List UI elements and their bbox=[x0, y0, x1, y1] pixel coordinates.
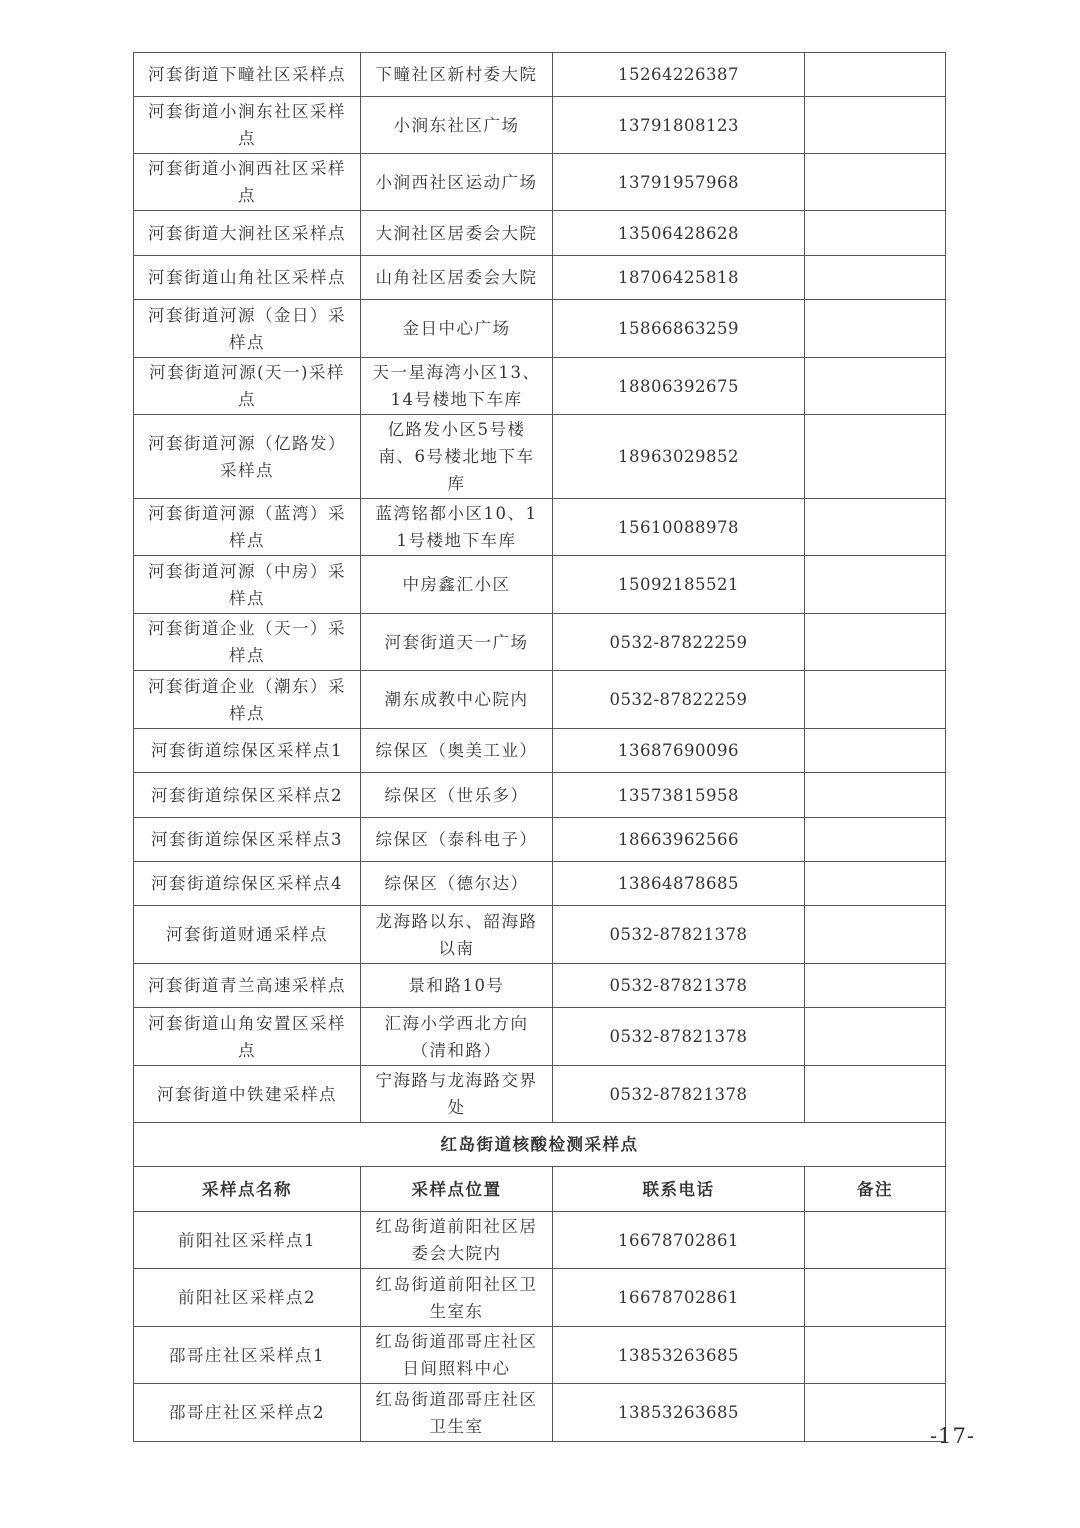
site-location: 小涧东社区广场 bbox=[361, 97, 553, 154]
header-location: 采样点位置 bbox=[361, 1167, 553, 1212]
site-phone: 15092185521 bbox=[553, 556, 805, 614]
site-location: 红岛街道邵哥庄社区日间照料中心 bbox=[361, 1327, 553, 1384]
site-name: 河套街道青兰高速采样点 bbox=[134, 964, 361, 1008]
site-location: 潮东成教中心院内 bbox=[361, 671, 553, 729]
site-name: 河套街道河源（中房）采样点 bbox=[134, 556, 361, 614]
site-note bbox=[805, 614, 946, 671]
site-location: 中房鑫汇小区 bbox=[361, 556, 553, 614]
header-row bbox=[134, 1167, 946, 1212]
table-row bbox=[134, 1212, 946, 1269]
site-name: 河套街道河源（亿路发）采样点 bbox=[134, 415, 361, 499]
site-location: 天一星海湾小区13、14号楼地下车库 bbox=[361, 358, 553, 415]
site-note bbox=[805, 1212, 946, 1269]
table-row bbox=[134, 1066, 946, 1123]
site-location: 亿路发小区5号楼南、6号楼北地下车库 bbox=[361, 415, 553, 499]
section-title: 红岛街道核酸检测采样点 bbox=[134, 1123, 946, 1167]
site-phone: 13506428628 bbox=[553, 211, 805, 256]
section-title-row bbox=[134, 1123, 946, 1167]
site-note bbox=[805, 1008, 946, 1066]
site-name: 河套街道大涧社区采样点 bbox=[134, 211, 361, 256]
table-row bbox=[134, 154, 946, 211]
site-name: 河套街道山角社区采样点 bbox=[134, 256, 361, 300]
site-name: 邵哥庄社区采样点1 bbox=[134, 1327, 361, 1384]
table-row bbox=[134, 1327, 946, 1384]
table-row bbox=[134, 211, 946, 256]
site-location: 宁海路与龙海路交界处 bbox=[361, 1066, 553, 1123]
table-row bbox=[134, 964, 946, 1008]
site-note bbox=[805, 729, 946, 773]
site-phone: 15264226387 bbox=[553, 53, 805, 97]
table-row bbox=[134, 358, 946, 415]
site-note bbox=[805, 154, 946, 211]
site-phone: 16678702861 bbox=[553, 1269, 805, 1327]
table-row bbox=[134, 773, 946, 818]
site-note bbox=[805, 358, 946, 415]
site-note bbox=[805, 1384, 946, 1442]
site-name: 河套街道小涧东社区采样点 bbox=[134, 97, 361, 154]
site-location: 综保区（世乐多） bbox=[361, 773, 553, 818]
site-phone: 15866863259 bbox=[553, 300, 805, 358]
table-row bbox=[134, 614, 946, 671]
site-note bbox=[805, 211, 946, 256]
site-phone: 13853263685 bbox=[553, 1327, 805, 1384]
site-location: 综保区（奥美工业） bbox=[361, 729, 553, 773]
site-name: 河套街道综保区采样点3 bbox=[134, 818, 361, 862]
site-name: 河套街道企业（天一）采样点 bbox=[134, 614, 361, 671]
site-phone: 13791957968 bbox=[553, 154, 805, 211]
site-location: 龙海路以东、韶海路以南 bbox=[361, 906, 553, 964]
table-row bbox=[134, 862, 946, 906]
site-name: 前阳社区采样点2 bbox=[134, 1269, 361, 1327]
site-phone: 0532-87821378 bbox=[553, 1066, 805, 1123]
site-location: 综保区（德尔达） bbox=[361, 862, 553, 906]
table-row bbox=[134, 1269, 946, 1327]
site-phone: 0532-87821378 bbox=[553, 964, 805, 1008]
site-name: 河套街道河源(天一)采样点 bbox=[134, 358, 361, 415]
site-note bbox=[805, 300, 946, 358]
site-phone: 0532-87822259 bbox=[553, 614, 805, 671]
site-location: 景和路10号 bbox=[361, 964, 553, 1008]
site-name: 河套街道山角安置区采样点 bbox=[134, 1008, 361, 1066]
site-note bbox=[805, 53, 946, 97]
site-phone: 18706425818 bbox=[553, 256, 805, 300]
site-note bbox=[805, 818, 946, 862]
table-row bbox=[134, 906, 946, 964]
site-phone: 0532-87822259 bbox=[553, 671, 805, 729]
header-name: 采样点名称 bbox=[134, 1167, 361, 1212]
site-location: 综保区（泰科电子） bbox=[361, 818, 553, 862]
site-name: 河套街道河源（金日）采样点 bbox=[134, 300, 361, 358]
site-name: 河套街道综保区采样点1 bbox=[134, 729, 361, 773]
table-row bbox=[134, 1008, 946, 1066]
site-phone: 13853263685 bbox=[553, 1384, 805, 1442]
site-phone: 18806392675 bbox=[553, 358, 805, 415]
site-name: 前阳社区采样点1 bbox=[134, 1212, 361, 1269]
site-phone: 18963029852 bbox=[553, 415, 805, 499]
header-phone: 联系电话 bbox=[553, 1167, 805, 1212]
header-note: 备注 bbox=[805, 1167, 946, 1212]
site-note bbox=[805, 1066, 946, 1123]
site-note bbox=[805, 671, 946, 729]
site-note bbox=[805, 499, 946, 556]
site-location: 蓝湾铭都小区10、11号楼地下车库 bbox=[361, 499, 553, 556]
site-note bbox=[805, 415, 946, 499]
site-name: 河套街道中铁建采样点 bbox=[134, 1066, 361, 1123]
site-location: 大涧社区居委会大院 bbox=[361, 211, 553, 256]
site-location: 汇海小学西北方向（清和路） bbox=[361, 1008, 553, 1066]
sampling-points-table bbox=[133, 52, 946, 1442]
site-phone: 13573815958 bbox=[553, 773, 805, 818]
table-row bbox=[134, 256, 946, 300]
site-note bbox=[805, 862, 946, 906]
table-row bbox=[134, 556, 946, 614]
site-location: 小涧西社区运动广场 bbox=[361, 154, 553, 211]
table-row bbox=[134, 499, 946, 556]
table-row bbox=[134, 818, 946, 862]
site-location: 红岛街道邵哥庄社区卫生室 bbox=[361, 1384, 553, 1442]
table-row bbox=[134, 729, 946, 773]
site-name: 河套街道财通采样点 bbox=[134, 906, 361, 964]
site-note bbox=[805, 773, 946, 818]
site-phone: 13791808123 bbox=[553, 97, 805, 154]
site-name: 河套街道综保区采样点4 bbox=[134, 862, 361, 906]
site-name: 邵哥庄社区采样点2 bbox=[134, 1384, 361, 1442]
site-note bbox=[805, 906, 946, 964]
page-number: -17- bbox=[930, 1424, 975, 1448]
site-note bbox=[805, 1327, 946, 1384]
site-location: 红岛街道前阳社区卫生室东 bbox=[361, 1269, 553, 1327]
site-location: 金日中心广场 bbox=[361, 300, 553, 358]
site-note bbox=[805, 256, 946, 300]
site-location: 山角社区居委会大院 bbox=[361, 256, 553, 300]
site-phone: 16678702861 bbox=[553, 1212, 805, 1269]
site-phone: 15610088978 bbox=[553, 499, 805, 556]
site-location: 红岛街道前阳社区居委会大院内 bbox=[361, 1212, 553, 1269]
table-row bbox=[134, 415, 946, 499]
site-name: 河套街道小涧西社区采样点 bbox=[134, 154, 361, 211]
site-location: 河套街道天一广场 bbox=[361, 614, 553, 671]
site-name: 河套街道企业（潮东）采样点 bbox=[134, 671, 361, 729]
site-phone: 13687690096 bbox=[553, 729, 805, 773]
site-location: 下疃社区新村委大院 bbox=[361, 53, 553, 97]
site-phone: 18663962566 bbox=[553, 818, 805, 862]
table-row bbox=[134, 53, 946, 97]
site-name: 河套街道下疃社区采样点 bbox=[134, 53, 361, 97]
site-phone: 0532-87821378 bbox=[553, 906, 805, 964]
site-note bbox=[805, 1269, 946, 1327]
site-name: 河套街道河源（蓝湾）采样点 bbox=[134, 499, 361, 556]
table-row bbox=[134, 671, 946, 729]
site-note bbox=[805, 556, 946, 614]
table-row bbox=[134, 300, 946, 358]
site-note bbox=[805, 97, 946, 154]
site-phone: 0532-87821378 bbox=[553, 1008, 805, 1066]
site-phone: 13864878685 bbox=[553, 862, 805, 906]
site-note bbox=[805, 964, 946, 1008]
table-row bbox=[134, 1384, 946, 1442]
site-name: 河套街道综保区采样点2 bbox=[134, 773, 361, 818]
table-row bbox=[134, 97, 946, 154]
